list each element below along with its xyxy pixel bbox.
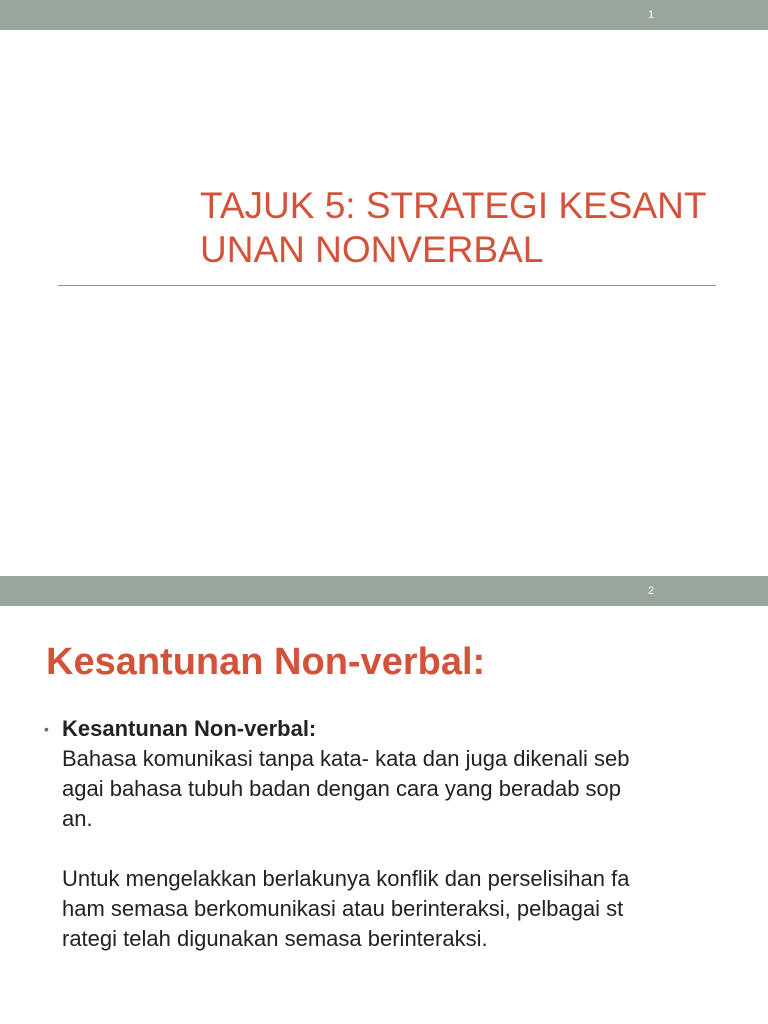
paragraph-line: an.	[62, 806, 93, 831]
bullet-title: Kesantunan Non-verbal:	[62, 716, 317, 741]
paragraph-line: agai bahasa tubuh badan dengan cara yang beradab sop	[62, 776, 622, 801]
bullet-item	[62, 714, 744, 954]
slide-header-bar	[0, 0, 768, 30]
slide-heading: Kesantunan Non-verbal:	[46, 641, 486, 683]
slide-title-line-2: UNAN NONVERBAL	[200, 229, 544, 270]
slide-number: 1	[647, 9, 655, 21]
bullet-list	[44, 714, 744, 954]
paragraph-line: rategi telah digunakan semasa berinteraksi.	[62, 926, 488, 951]
paragraph-line: Bahasa komunikasi tanpa kata- kata dan juga dikenali seb	[62, 746, 630, 771]
title-divider	[58, 285, 716, 286]
slide-title	[200, 184, 730, 272]
paragraph-line: Untuk mengelakkan berlakunya konflik dan perselisihan fa	[62, 866, 630, 891]
slide-title-line-1: TAJUK 5: STRATEGI KESANT	[200, 185, 707, 226]
slide-number: 2	[647, 585, 655, 597]
bullet-marker: •	[44, 721, 49, 737]
slide-header-bar	[0, 576, 768, 606]
paragraph-spacer	[62, 834, 744, 864]
paragraph-line: ham semasa berkomunikasi atau berinteraksi, pelbagai st	[62, 896, 624, 921]
